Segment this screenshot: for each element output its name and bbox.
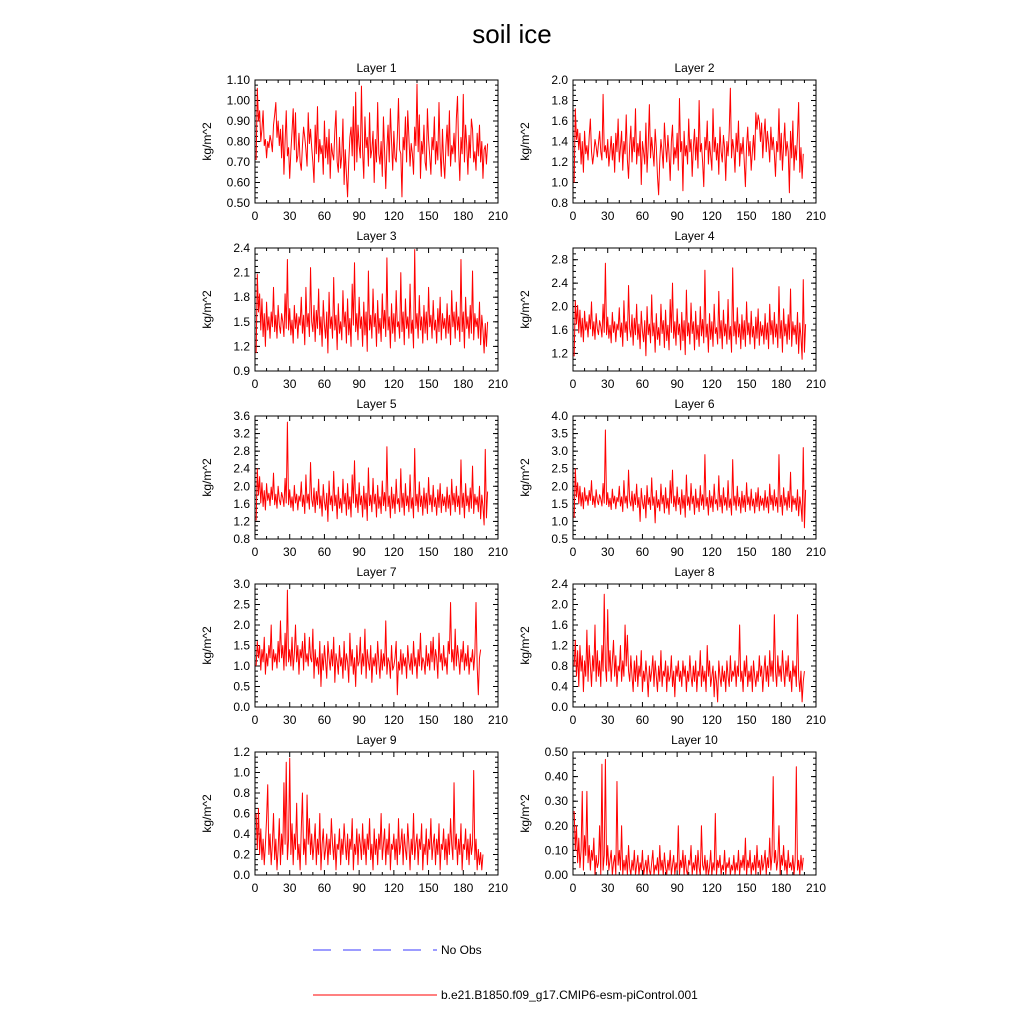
y-axis-label: kg/m^2 [200,122,214,161]
y-tick-label: 1.2 [551,638,568,653]
x-tick-label: 30 [283,377,297,391]
panel-title: Layer 3 [356,229,397,243]
y-tick-label: 1.2 [551,155,568,169]
chart-panel-1 [200,61,508,223]
y-tick-label: 2.4 [551,276,568,291]
y-tick-label: 1.2 [233,745,250,759]
x-tick-label: 30 [283,545,297,559]
legend-label-no-obs: No Obs [441,943,482,957]
y-tick-label: 0.8 [551,659,568,673]
y-axis-label: kg/m^2 [200,626,214,665]
x-tick-label: 90 [352,713,366,727]
y-tick-label: 2.5 [233,597,250,612]
y-tick-label: 1.8 [233,290,250,305]
chart-panel-4 [518,229,826,391]
x-tick-label: 0 [569,713,577,727]
y-tick-label: 1.5 [233,314,250,329]
y-tick-label: 3.0 [233,577,250,591]
x-tick-label: 150 [418,713,439,727]
x-tick-label: 60 [317,209,332,223]
y-tick-label: 1.0 [551,514,568,529]
y-tick-label: 1.2 [551,346,568,361]
legend-entry-model-run [313,988,698,1002]
x-tick-label: 90 [670,377,684,391]
y-tick-label: 0.5 [551,532,568,546]
y-tick-label: 1.6 [233,496,250,511]
x-tick-label: 0 [569,545,577,559]
x-tick-label: 90 [352,377,366,391]
series-line [256,758,483,870]
panel-title: Layer 5 [356,397,397,411]
y-tick-label: 1.4 [551,134,568,149]
x-tick-label: 180 [771,545,792,559]
x-tick-label: 150 [736,545,757,559]
x-tick-label: 90 [670,881,684,895]
x-tick-label: 0 [251,209,259,223]
x-tick-label: 210 [487,713,509,727]
x-tick-label: 0 [251,377,259,391]
y-tick-label: 1.0 [233,765,250,780]
x-tick-label: 150 [418,545,439,559]
x-tick-label: 90 [352,209,366,223]
y-tick-label: 2.0 [551,299,568,314]
x-tick-label: 210 [805,713,827,727]
x-tick-label: 180 [453,881,474,895]
y-axis-label: kg/m^2 [518,122,532,161]
chart-panel-2 [518,61,826,223]
x-tick-label: 210 [805,881,827,895]
y-axis-label: kg/m^2 [518,794,532,833]
x-tick-label: 0 [569,881,577,895]
x-tick-label: 180 [771,713,792,727]
x-tick-label: 210 [487,545,509,559]
legend-entry-no-obs [313,943,482,957]
panel-title: Layer 7 [356,565,397,579]
x-tick-label: 90 [670,713,684,727]
x-tick-label: 60 [635,713,650,727]
x-tick-label: 180 [453,209,474,223]
x-tick-label: 30 [283,881,297,895]
y-tick-label: 2.4 [233,461,250,476]
panel-title: Layer 1 [356,61,397,75]
y-axis-label: kg/m^2 [518,458,532,497]
series-line [256,422,487,525]
chart-panel-3 [200,229,508,391]
x-tick-label: 150 [418,209,439,223]
x-tick-label: 120 [383,377,404,391]
x-tick-label: 120 [701,209,722,223]
y-tick-label: 1.00 [226,93,250,108]
x-tick-label: 210 [805,209,827,223]
x-tick-label: 180 [453,713,474,727]
x-tick-label: 150 [736,209,757,223]
series-line [256,590,480,695]
y-tick-label: 0.90 [226,114,250,128]
y-tick-label: 0.30 [544,794,568,809]
x-tick-label: 30 [283,209,297,223]
x-tick-label: 150 [736,377,757,391]
y-tick-label: 2.4 [551,577,568,591]
x-tick-label: 90 [670,545,684,559]
y-tick-label: 1.0 [233,659,250,673]
x-tick-label: 0 [251,545,259,559]
x-tick-label: 120 [701,713,722,727]
y-tick-label: 3.2 [233,426,250,441]
panel-title: Layer 6 [674,397,715,411]
y-axis-label: kg/m^2 [518,626,532,665]
plot-frame [573,584,816,707]
x-tick-label: 0 [251,881,259,895]
y-tick-label: 0.70 [226,155,250,169]
y-tick-label: 1.6 [551,323,568,337]
y-tick-label: 3.5 [551,426,568,441]
y-tick-label: 1.2 [233,339,250,354]
y-axis-label: kg/m^2 [518,290,532,329]
y-tick-label: 1.2 [233,514,250,529]
x-tick-label: 60 [635,209,650,223]
y-tick-label: 3.6 [233,409,250,423]
x-tick-label: 150 [418,881,439,895]
figure-title: soil ice [472,19,552,49]
panel-title: Layer 4 [674,229,715,243]
series-line [256,250,487,353]
x-tick-label: 60 [635,881,650,895]
y-axis-label: kg/m^2 [200,794,214,833]
chart-panel-6 [518,397,826,559]
x-tick-label: 60 [635,545,650,559]
series-line [574,263,805,359]
y-tick-label: 0.80 [226,134,250,149]
y-tick-label: 2.0 [551,479,568,494]
x-tick-label: 120 [383,881,404,895]
y-tick-label: 2.1 [233,265,250,280]
panel-title: Layer 8 [674,565,715,579]
y-tick-label: 0.8 [233,786,250,800]
y-tick-label: 0.4 [551,679,568,694]
x-tick-label: 210 [487,209,509,223]
series-line [574,594,804,702]
chart-panel-7 [200,565,508,727]
x-tick-label: 90 [670,209,684,223]
x-tick-label: 60 [317,881,332,895]
chart-panel-10 [518,733,826,895]
y-tick-label: 0.0 [551,700,568,714]
y-tick-label: 0.9 [233,364,250,378]
y-tick-label: 0.8 [233,532,250,546]
series-line [574,759,803,875]
y-tick-label: 0.40 [544,769,568,784]
y-tick-label: 1.6 [551,114,568,128]
x-tick-label: 210 [487,881,509,895]
x-tick-label: 30 [601,881,615,895]
y-tick-label: 1.10 [226,73,250,87]
panel-title: Layer 10 [671,733,718,747]
y-tick-label: 0.60 [226,175,250,190]
y-tick-label: 2.0 [551,73,568,87]
legend-label-model-run: b.e21.B1850.f09_g17.CMIP6-esm-piControl.001 [441,988,698,1002]
y-tick-label: 0.2 [233,847,250,862]
x-tick-label: 0 [569,209,577,223]
x-tick-label: 60 [317,713,332,727]
y-tick-label: 0.00 [544,868,568,882]
x-tick-label: 180 [771,881,792,895]
y-tick-label: 0.4 [233,827,250,841]
x-tick-label: 120 [383,545,404,559]
x-tick-label: 180 [453,545,474,559]
y-tick-label: 1.6 [551,618,568,632]
x-tick-label: 90 [352,881,366,895]
y-tick-label: 2.8 [551,252,568,267]
x-tick-label: 150 [418,377,439,391]
chart-panel-9 [200,733,508,895]
x-tick-label: 30 [601,545,615,559]
y-tick-label: 4.0 [551,409,568,423]
y-tick-label: 2.0 [233,618,250,632]
x-tick-label: 150 [736,713,757,727]
panel-title: Layer 9 [356,733,397,747]
x-tick-label: 30 [283,713,297,727]
y-tick-label: 2.0 [551,597,568,612]
y-tick-label: 0.20 [544,818,568,833]
x-tick-label: 180 [771,377,792,391]
x-tick-label: 210 [805,545,827,559]
y-axis-label: kg/m^2 [200,290,214,329]
x-tick-label: 90 [352,545,366,559]
x-tick-label: 210 [487,377,509,391]
x-tick-label: 120 [701,377,722,391]
chart-panel-8 [518,565,826,727]
x-tick-label: 60 [317,545,332,559]
series-line [574,88,803,195]
y-tick-label: 2.8 [233,444,250,459]
x-tick-label: 0 [251,713,259,727]
y-axis-label: kg/m^2 [200,458,214,497]
x-tick-label: 180 [771,209,792,223]
x-tick-label: 30 [601,377,615,391]
series-line [256,84,487,197]
x-tick-label: 150 [736,881,757,895]
y-tick-label: 1.5 [551,496,568,511]
y-tick-label: 0.5 [233,679,250,694]
y-tick-label: 1.0 [551,175,568,190]
x-tick-label: 180 [453,377,474,391]
y-tick-label: 0.0 [233,868,250,882]
y-tick-label: 2.4 [233,241,250,255]
y-tick-label: 2.0 [233,479,250,494]
x-tick-label: 120 [383,209,404,223]
x-tick-label: 120 [383,713,404,727]
legend [313,943,698,1002]
y-tick-label: 0.50 [226,196,250,210]
x-tick-label: 60 [317,377,332,391]
x-tick-label: 210 [805,377,827,391]
y-tick-label: 0.6 [233,806,250,821]
x-tick-label: 30 [601,209,615,223]
x-tick-label: 120 [701,545,722,559]
panel-title: Layer 2 [674,61,715,75]
y-tick-label: 1.8 [551,93,568,108]
y-tick-label: 2.5 [551,461,568,476]
x-tick-label: 120 [701,881,722,895]
series-line [574,430,805,528]
y-tick-label: 3.0 [551,444,568,459]
y-tick-label: 0.50 [544,745,568,759]
y-tick-label: 0.0 [233,700,250,714]
y-tick-label: 0.8 [551,196,568,210]
x-tick-label: 60 [635,377,650,391]
y-tick-label: 1.5 [233,638,250,653]
chart-panels [200,61,826,895]
y-tick-label: 0.10 [544,843,568,858]
x-tick-label: 30 [601,713,615,727]
chart-panel-5 [200,397,508,559]
x-tick-label: 0 [569,377,577,391]
